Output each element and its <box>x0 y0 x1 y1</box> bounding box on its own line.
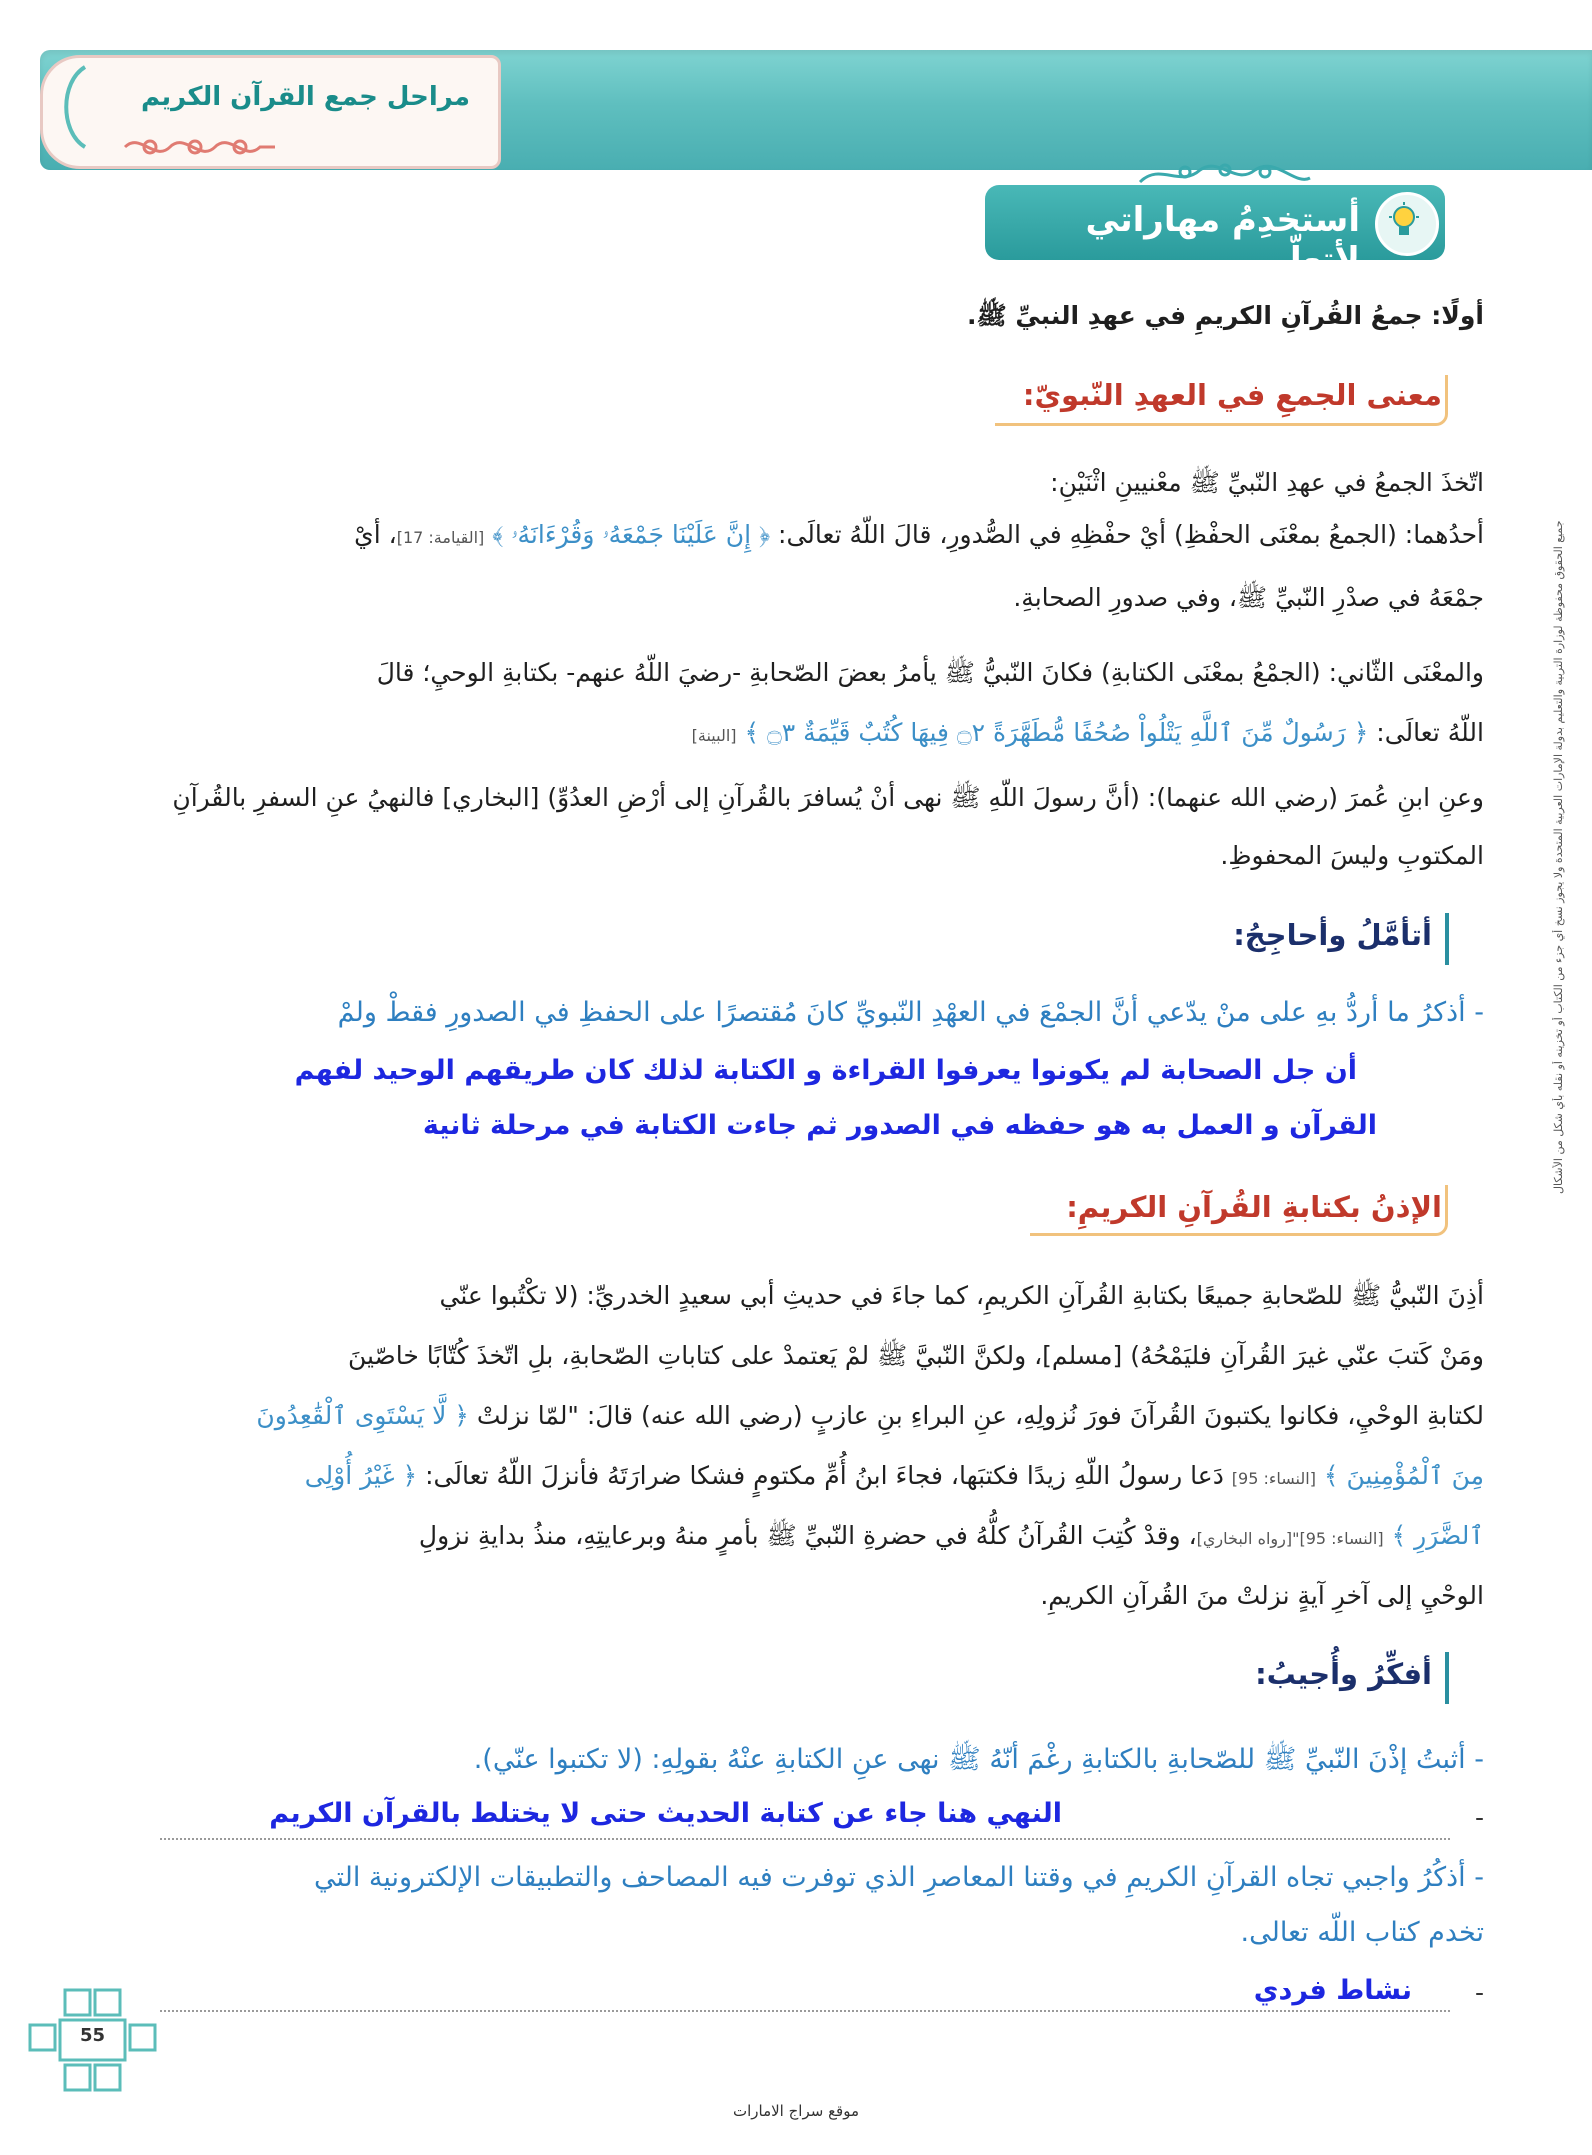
answer-line: أن جل الصحابة لم يكونوا يعرفوا القراءة و الكتابة لذلك كان طريقهم الوحيد لفهم <box>294 1055 1357 1086</box>
paragraph-intro: اتّخذَ الجمعُ في عهدِ النّبيِّ ﷺ معْنيينِ اثْنَيْنِ: <box>1050 468 1484 497</box>
verse-reference: [القيامة: 17] <box>396 528 485 547</box>
think-question-2-cont: تخدم كتاب اللّه تعالى. <box>1240 1917 1484 1948</box>
text-span: ، أيْ <box>354 520 397 549</box>
section-heading-permission: الإذنُ بكتابةِ القُرآنِ الكريمِ: <box>1066 1190 1442 1224</box>
think-heading: أفكِّرُ وأُجيبُ: <box>1255 1657 1432 1691</box>
section1-title: أولًا: جمعُ القُرآنِ الكريمِ في عهدِ النبيِّ ﷺ. <box>967 301 1484 330</box>
paragraph-line: المكتوبِ وليسَ المحفوظِ. <box>1220 841 1484 870</box>
verse-reference: [النساء: 95]"[رواه البخاري] <box>1196 1529 1384 1548</box>
reflect-heading: أتأمَّلُ وأحاجِجُ: <box>1233 918 1432 952</box>
section-heading-meaning: معنى الجمعِ في العهدِ النّبويّ: <box>1022 378 1442 412</box>
answer-dotted-line <box>160 2010 1450 2012</box>
answer-line: النهي هنا جاء عن كتابة الحديث حتى لا يختلط بالقرآن الكريم <box>269 1798 1062 1829</box>
text-span: أحدُهما: (الجمعُ بمعْنَى الحفْظِ) أيْ حفْظِهِ في الصُّدورِ، قالَ اللّهُ تعالَى: <box>770 520 1484 549</box>
answer-dotted-line <box>160 1838 1450 1840</box>
text-span: دَعا رسولُ اللّهِ زيدًا فكتبَها، فجاءَ ابنُ أُمِّ مكتومٍ فشكا ضرارَتَهُ فأنزلَ اللّهُ تعالَى: <box>417 1461 1232 1490</box>
quran-verse: ﴿ رَسُولٌ مِّنَ ٱللَّهِ يَتْلُواْ صُحُفًا مُّطَهَّرَةً ۝٢ فِيهَا كُتُبٌ قَيِّمَةٌ ۝٣ ﴾ <box>744 718 1369 747</box>
paragraph-first-meaning <box>354 517 1484 556</box>
lightbulb-icon <box>1386 202 1422 240</box>
reflect-question: - أذكرُ ما أردُّ بهِ على منْ يدّعي أنَّ الجمْعَ في العهْدِ النّبويِّ كانَ مُقتصرًا على الحفظِ في الصدورِ فقطْ ولمْ <box>337 997 1484 1028</box>
quran-verse: ﴿ إِنَّ عَلَيْنَا جَمْعَهُۥ وَقُرْءَانَهُۥ ﴾ <box>492 520 771 549</box>
quran-verse: مِنَ ٱلْمُؤْمِنِينَ ﴾ <box>1323 1461 1484 1490</box>
verse-reference: [النساء: 95] <box>1231 1469 1316 1488</box>
answer-line: نشاط فردي <box>1253 1975 1412 2006</box>
dash-marker: - <box>1474 1803 1484 1832</box>
paragraph-line <box>692 715 1484 754</box>
header-flourish-ornament <box>120 130 280 164</box>
paragraph-line: ومَنْ كَتبَ عنّي غيرَ القُرآنِ فليَمْحُهُ) [مسلم]، ولكنَّ النّبيَّ ﷺ لمْ يَعتمدْ على كتاباتِ الصّحابةِ، بلِ اتّخذَ كُتّابًا خاصّينَ <box>347 1341 1484 1370</box>
page-number: 55 <box>80 2025 106 2046</box>
think-question-2: - أذكُرُ واجبي تجاه القرآنِ الكريمِ في وقتنا المعاصرِ الذي توفرت فيه المصاحف والتطبيقات الإلكترونية التي <box>313 1862 1484 1893</box>
answer-line: القرآن و العمل به هو حفظه في الصدور ثم جاءت الكتابة في مرحلة ثانية <box>422 1110 1377 1141</box>
paragraph-line: أذِنَ النّبيُّ ﷺ للصّحابةِ جميعًا بكتابةِ القُرآنِ الكريمِ، كما جاءَ في حديثِ أبي سعيدٍ الخدريِّ: (لا تكْتُبوا عنّي <box>439 1281 1484 1310</box>
paragraph-hadith: وعنِ ابنِ عُمرَ (رضي الله عنهما): (أنَّ رسولَ اللّهِ ﷺ نهى أنْ يُسافرَ بالقُرآنِ إلى أرْضِ العدُوِّ) [البخاري] فالنهيُ عنِ السفرِ بالقُرآنِ <box>172 783 1484 812</box>
header-curl-ornament <box>55 62 95 152</box>
chapter-title: مراحل جمع القرآن الكريم <box>141 82 470 112</box>
quran-verse: ﴿ لَّا يَسْتَوِى ٱلْقَٰعِدُونَ <box>256 1401 469 1430</box>
text-span: اللّهُ تعالَى: <box>1368 718 1484 747</box>
paragraph-line: جمْعَهُ في صدْرِ النّبيِّ ﷺ، وفي صدورِ الصحابةِ. <box>1013 583 1484 612</box>
dash-marker: - <box>1474 1978 1484 2007</box>
paragraph-line <box>256 1398 1484 1434</box>
paragraph-line <box>419 1518 1484 1557</box>
paragraph-second-meaning: والمعْنَى الثّاني: (الجمْعُ بمعْنَى الكتابةِ) فكانَ النّبيُّ ﷺ يأمرُ بعضَ الصّحابةِ -رضيَ اللّهُ عنهم- بكتابةِ الوحيِ؛ قالَ <box>376 658 1484 687</box>
paragraph-line: الوحْيِ إلى آخرِ آيةٍ نزلتْ منَ القُرآنِ الكريمِ. <box>1040 1581 1484 1610</box>
footer-site-name: موقع سراج الامارات <box>732 2102 860 2120</box>
text-span: لكتابةِ الوحْيِ، فكانوا يكتبونَ القُرآنَ فورَ نُزولِهِ، عنِ البراءِ بنِ عازبٍ (رضي الله عنه) قالَ: "لمّا نزلتْ <box>468 1401 1484 1430</box>
text-span: ، وقدْ كُتِبَ القُرآنُ كلُّهُ في حضرةِ النّبيِّ ﷺ بأمرٍ منهُ وبرعايتِهِ، منذُ بدايةِ نزولِ <box>418 1521 1197 1550</box>
banner-title: أستخدِمُ مهاراتي لأتعلّم <box>1085 200 1360 280</box>
think-question-1: - أثبتُ إذْنَ النّبيِّ ﷺ للصّحابةِ بالكتابةِ رغْمَ أنّهُ ﷺ نهى عنِ الكتابةِ عنْهُ بقولِهِ: (لا تكتبوا عنّي). <box>473 1744 1484 1775</box>
verse-reference: [البينة] <box>691 726 737 745</box>
paragraph-line <box>305 1458 1484 1497</box>
quran-verse: ٱلضَّرَرِ ﴾ <box>1391 1521 1484 1550</box>
copyright-side-note: جميع الحقوق محفوظة لوزارة التربية والتعليم بدولة الإمارات العربية المتحدة ولا يجوز نسخ أي جزء من الكتاب أو تخزينه أو نقله بأي شكل من الأشكال <box>1552 520 1565 1194</box>
quran-verse: ﴿ غَيْرُ أُوْلِى <box>304 1461 418 1490</box>
